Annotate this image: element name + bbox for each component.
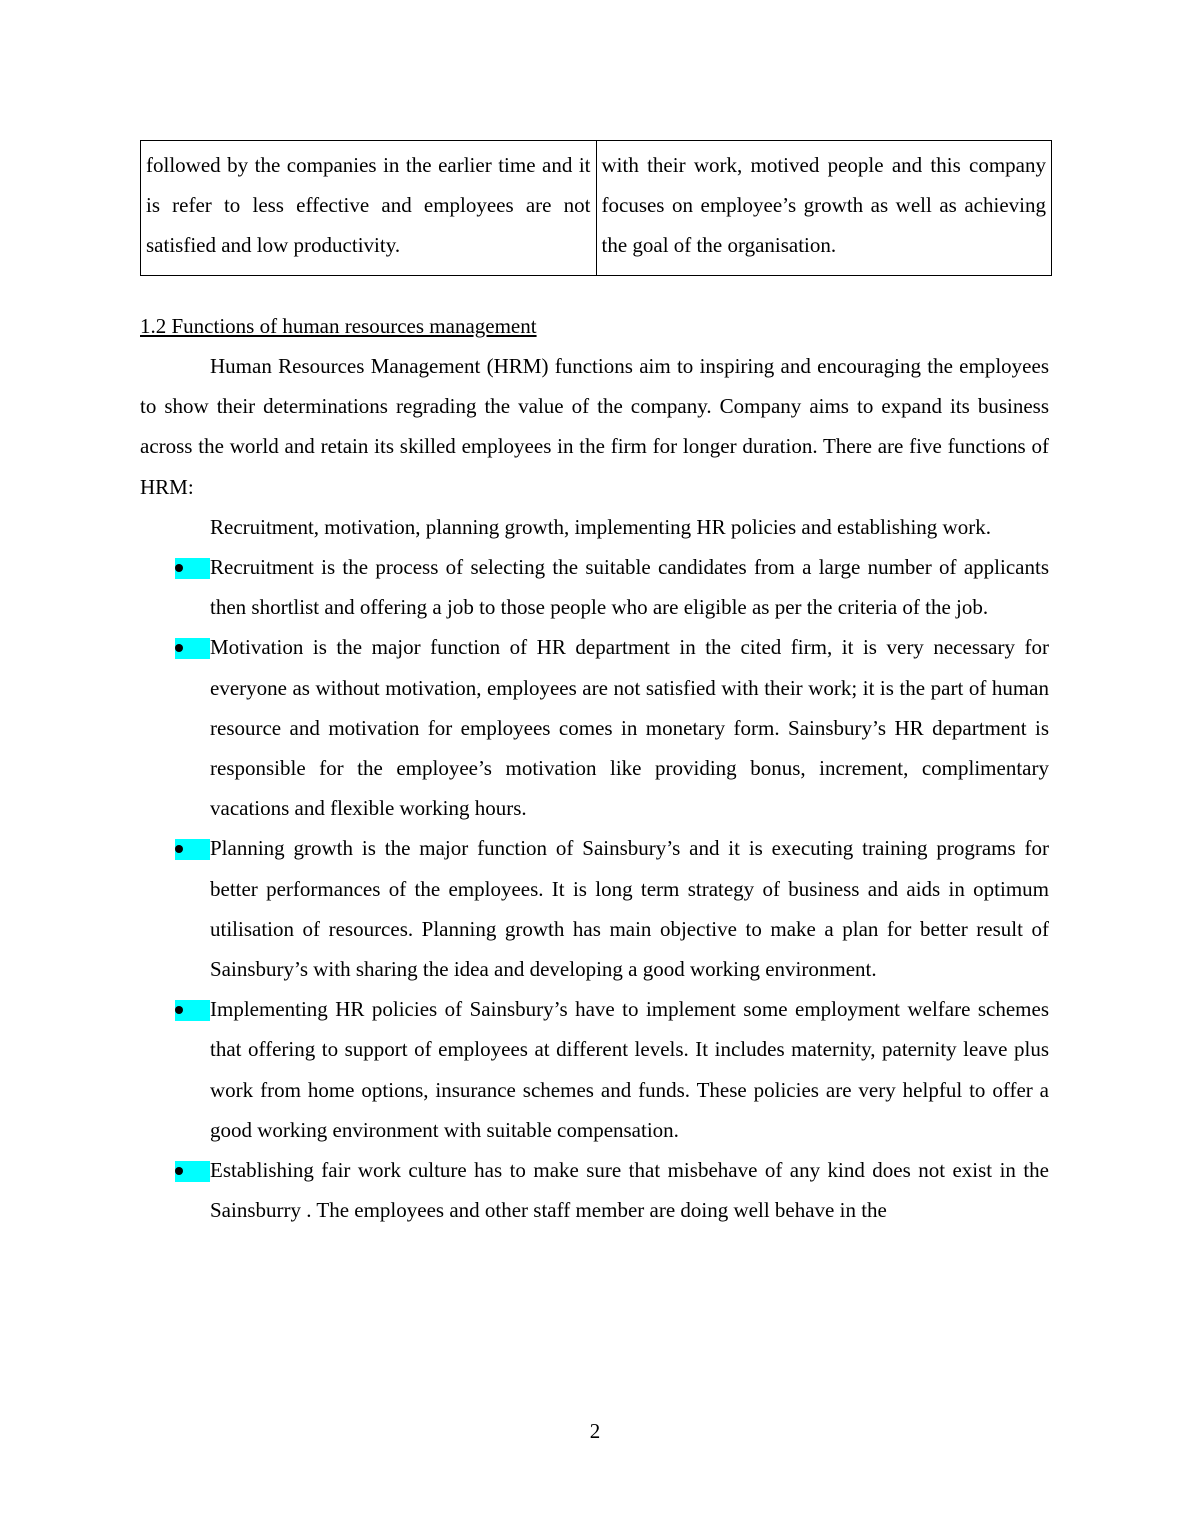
functions-summary-paragraph: Recruitment, motivation, planning growth, implementing HR policies and establishing work. (210, 514, 991, 539)
section-heading: 1.2 Functions of human resources management (140, 314, 537, 338)
table-row (141, 141, 1052, 276)
list-item-text: Motivation is the major function of HR department in the cited firm, it is very necessary for everyone as without motivation, employees are not satisfied with their work; it is the part of human resource and motivation for employees comes in monetary form. Sainsbury’s HR department is responsible for the employee’s motivation like providing bonus, increment, complimentary vacations and flexible working hours. (210, 635, 1049, 821)
list-item-planning-growth (140, 828, 1049, 989)
list-item-text: Establishing fair work culture has to make sure that misbehave of any kind does not exist in the Sainsburry . The employees and other staff member are doing well behave in the (210, 1158, 1049, 1223)
bullet-icon (175, 1000, 210, 1021)
list-item-text: Recruitment is the process of selecting the suitable candidates from a large number of applicants then shortlist and offering a job to those people who are eligible as per the criteria of the job. (210, 555, 1049, 620)
section-body (140, 346, 1049, 1230)
intro-paragraph: Human Resources Management (HRM) functions aim to inspiring and encouraging the employees to show their determinations regrading the value of the company. Company aims to expand its business across the world and retain its skilled employees in the firm for longer duration. There are five functions of HRM: (140, 354, 1049, 499)
bullet-icon (175, 638, 210, 659)
list-item-recruitment (140, 547, 1049, 627)
functions-list (140, 547, 1049, 1230)
comparison-table (140, 140, 1052, 276)
list-item-motivation (140, 627, 1049, 828)
table-cell-left: followed by the companies in the earlier time and it is refer to less effective and employees are not satisfied and low productivity. (141, 141, 597, 276)
list-item-text: Implementing HR policies of Sainsbury’s have to implement some employment welfare schemes that offering to support of employees at different levels. It includes maternity, paternity leave plus work from home options, insurance schemes and funds. These policies are very helpful to offer a good working environment with suitable compensation. (210, 997, 1049, 1142)
bullet-icon (175, 558, 210, 579)
table-cell-right: with their work, motived people and this company focuses on employee’s growth as well as achieving the goal of the organisation. (596, 141, 1052, 276)
list-item-text: Planning growth is the major function of Sainsbury’s and it is executing training programs for better performances of the employees. It is long term strategy of business and aids in optimum utilisation of resources. Planning growth has main objective to make a plan for better result of Sainsbury’s with sharing the idea and developing a good working environment. (210, 836, 1049, 982)
bullet-icon (175, 1161, 210, 1182)
list-item-hr-policies (140, 989, 1049, 1150)
bullet-icon (175, 839, 210, 860)
page-number: 2 (589, 1419, 601, 1443)
list-item-work-culture (140, 1150, 1049, 1230)
